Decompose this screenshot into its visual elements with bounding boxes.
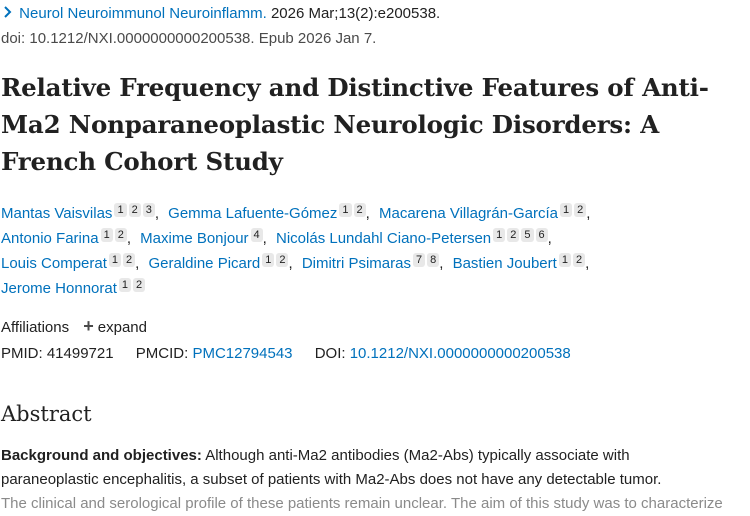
author-item [1,205,155,222]
author-name-link[interactable]: Macarena Villagrán-García [379,205,558,222]
doi-link[interactable]: 10.1212/NXI.0000000000200538 [349,345,571,362]
author-name-link[interactable]: Maxime Bonjour [140,230,249,247]
citation-line [3,4,440,24]
citation-issue: 2026 Mar;13(2):e200538. [270,5,441,22]
author-item [1,280,145,297]
author-name-link[interactable]: Louis Comperat [1,255,107,272]
author-item [1,255,135,272]
author-separator: , [154,205,159,222]
author-separator: , [262,230,267,247]
plus-icon: + [83,316,94,336]
author-separator: , [126,230,131,247]
affiliation-number-badge[interactable]: 2 [276,253,288,267]
author-name-link[interactable]: Geraldine Picard [148,255,261,272]
affiliation-number-badge[interactable]: 4 [251,228,263,242]
chevron-right-icon[interactable] [3,4,15,24]
abstract-body [1,444,746,516]
affiliations-row [1,316,147,338]
pmcid-label: PMCID: [135,345,189,362]
affiliation-number-badge[interactable]: 2 [507,228,519,242]
author-separator: , [365,205,370,222]
article-title: Relative Frequency and Distinctive Features of Anti-Ma2 Nonparaneoplastic Neurologic Disorders: A French Cohort Study [1,73,709,176]
author-name-link[interactable]: Mantas Vaisvilas [1,205,113,222]
affiliations-expand-button[interactable] [83,316,147,336]
author-separator: , [585,255,590,272]
affiliation-number-badge[interactable]: 1 [101,228,113,242]
affiliation-number-badge[interactable]: 8 [427,253,439,267]
affiliation-number-badge[interactable]: 2 [574,203,586,217]
pmcid-link[interactable]: PMC12794543 [192,345,293,362]
affiliation-number-badge[interactable]: 7 [413,253,425,267]
author-item [168,205,366,222]
author-name-link[interactable]: Antonio Farina [1,230,99,247]
abstract-section-label: Background and objectives: [1,447,202,464]
affiliation-number-badge[interactable]: 1 [493,228,505,242]
affiliation-number-badge[interactable]: 2 [573,253,585,267]
identifiers-row [1,344,589,364]
affiliation-number-badge[interactable]: 1 [119,278,131,292]
affiliation-number-badge[interactable]: 1 [109,253,121,267]
author-item [302,255,439,272]
affiliation-number-badge[interactable]: 2 [123,253,135,267]
authors-list [1,201,746,301]
author-separator: , [439,255,444,272]
affiliation-number-badge[interactable]: 2 [354,203,366,217]
author-name-link[interactable]: Nicolás Lundahl Ciano-Petersen [276,230,492,247]
abstract-line-2: paraneoplastic encephalitis, a subset of patients with Ma2-Abs does not have any detectable tumor. [1,471,662,488]
abstract-line-1-text: Although anti-Ma2 antibodies (Ma2-Abs) typically associate with [205,447,630,464]
author-item [379,205,586,222]
abstract-heading: Abstract [1,402,92,426]
affiliation-number-badge[interactable]: 2 [133,278,145,292]
author-item [148,255,288,272]
journal-link[interactable]: Neurol Neuroimmunol Neuroinflamm. [19,5,267,22]
pmid-value: 41499721 [46,345,114,362]
affiliation-number-badge[interactable]: 1 [114,203,126,217]
abstract-line-1 [1,444,746,468]
doi-label: DOI: [314,345,346,362]
pmid-label: PMID: [1,345,43,362]
affiliation-number-badge[interactable]: 3 [143,203,155,217]
affiliations-label: Affiliations [1,319,70,336]
citation-doi-line: doi: 10.1212/NXI.0000000000200538. Epub 2026 Jan 7. [1,30,377,47]
expand-label: expand [97,319,147,336]
author-separator: , [547,230,552,247]
affiliation-number-badge[interactable]: 1 [339,203,351,217]
author-item [1,230,127,247]
author-name-link[interactable]: Bastien Joubert [452,255,557,272]
author-separator: , [586,205,591,222]
author-item [276,230,548,247]
affiliation-number-badge[interactable]: 1 [559,253,571,267]
author-name-link[interactable]: Jerome Honnorat [1,280,117,297]
affiliation-number-badge[interactable]: 2 [129,203,141,217]
author-separator: , [288,255,293,272]
author-name-link[interactable]: Dimitri Psimaras [301,255,411,272]
author-item [140,230,263,247]
affiliation-number-badge[interactable]: 2 [115,228,127,242]
author-name-link[interactable]: Gemma Lafuente-Gómez [168,205,338,222]
author-item [453,255,585,272]
abstract-line-3: The clinical and serological profile of these patients remain unclear. The aim of this study was to characterize [1,495,723,512]
author-separator: , [135,255,140,272]
affiliation-number-badge[interactable]: 1 [560,203,572,217]
affiliation-number-badge[interactable]: 6 [536,228,548,242]
affiliation-number-badge[interactable]: 5 [521,228,533,242]
affiliation-number-badge[interactable]: 1 [262,253,274,267]
